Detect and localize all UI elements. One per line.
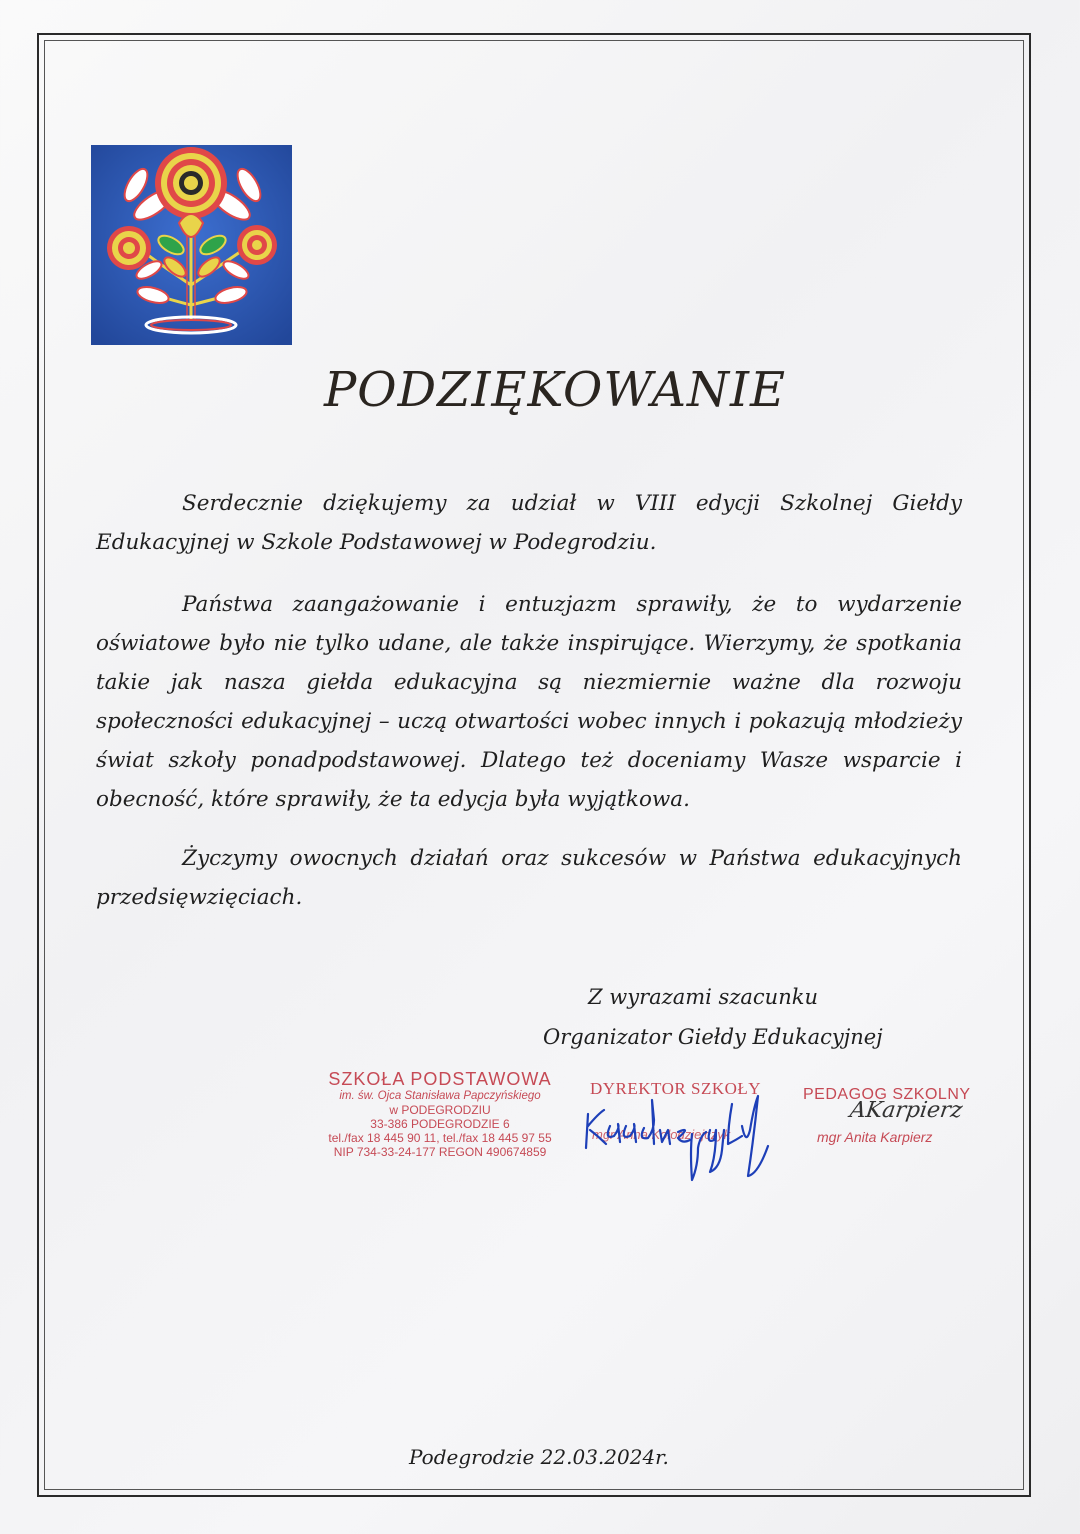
counselor-stamp-title: PEDAGOG SZKOLNY [803,1086,971,1103]
director-signature [582,1086,797,1186]
counselor-stamp-name: mgr Anita Karpierz [817,1129,933,1145]
paragraph-2: Państwa zaangażowanie i entuzjazm sprawiły, że to wydarzenie oświatowe było nie tylko udane, ale także inspirujące. Wierzymy, że spotkania takie jak nasza giełda edukacyjna są niezmiernie ważne dla rozwoju społeczności edukacyjnej – uczą otwartości wobec innych i pokazują młodzieży świat szkoły ponadpodstawowej. Dlatego też doceniamy Wasze wsparcie i obecność, które sprawiły, że ta edycja była wyjątkowa. [96,592,962,812]
paragraph-3: Życzymy owocnych działań oraz sukcesów w Państwa edukacyjnych przedsięwzięciach. [96,846,962,910]
school-stamp-location: w PODEGRODZIU [389,1103,491,1117]
paragraph-1: Serdecznie dziękujemy za udział w VIII edycji Szkolnej Giełdy Edukacyjnej w Szkole Podstawowej w Podegrodziu. [96,491,962,555]
document-date: Podegrodzie 22.03.2024r. [409,1445,669,1469]
school-stamp-name: SZKOŁA PODSTAWOWA [328,1069,552,1089]
school-stamp [318,1069,562,1159]
director-stamp-title: DYREKTOR SZKOŁY [590,1079,762,1098]
folk-flower-logo [91,145,292,345]
document-title: PODZIĘKOWANIE [323,362,786,418]
counselor-signature: AKarpierz [848,1098,964,1123]
school-stamp-address: 33-386 PODEGRODZIE 6 [370,1117,510,1131]
school-stamp-patron: im. św. Ojca Stanisława Papczyńskiego [339,1090,541,1102]
closing-greeting: Z wyrazami szacunku [588,985,818,1009]
closing-organizer: Organizator Giełdy Edukacyjnej [543,1025,883,1049]
director-stamp-name: mgr Anna Kołodziejczyk [592,1127,731,1142]
school-stamp-ids: NIP 734-33-24-177 REGON 490674859 [333,1145,547,1159]
school-stamp-phone: tel./fax 18 445 90 11, tel./fax 18 445 97 55 [328,1131,552,1145]
